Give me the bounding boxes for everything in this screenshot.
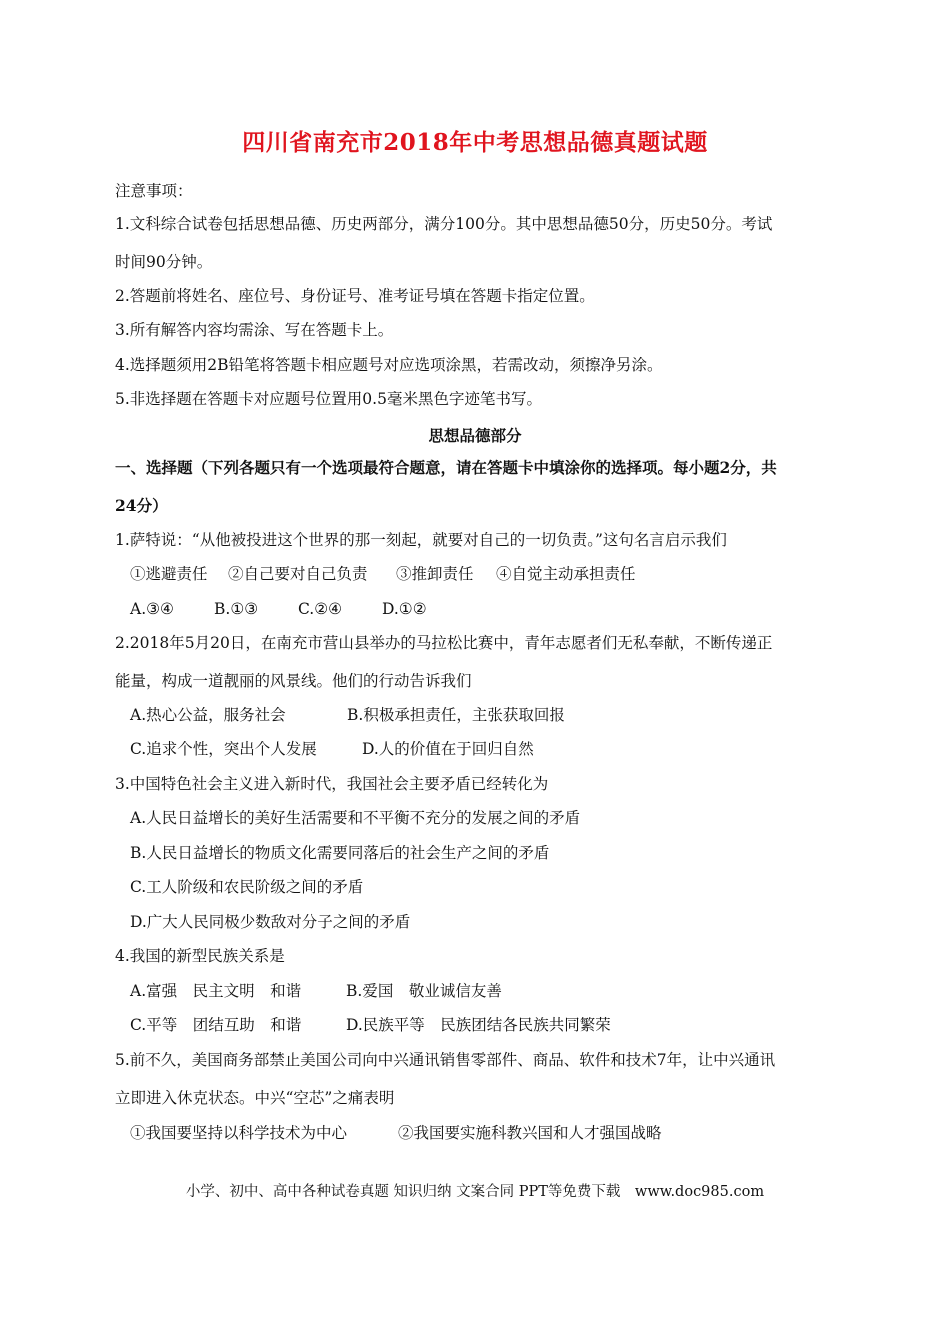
q1-item: ③推卸责任: [396, 565, 474, 583]
q2-options-row2: [130, 738, 534, 760]
q4-option: B.爱国 敬业诚信友善: [346, 982, 502, 1000]
q2-option: D.人的价值在于回归自然: [362, 740, 534, 758]
note-1-cont: 时间90分钟。: [115, 253, 213, 271]
q5-stem-cont: 立即进入休克状态。中兴“空芯”之痛表明: [115, 1089, 395, 1107]
q3-option-b: B.人民日益增长的物质文化需要同落后的社会生产之间的矛盾: [130, 844, 550, 862]
note-1: 1.文科综合试卷包括思想品德、历史两部分，满分100分。其中思想品德50分，历史50分。考试: [115, 215, 773, 233]
q5-item: ②我国要实施科教兴国和人才强国战略: [398, 1124, 662, 1142]
notes-heading: 注意事项：: [115, 182, 193, 200]
q2-options-row1: [130, 704, 565, 726]
q3-option-c: C.工人阶级和农民阶级之间的矛盾: [130, 878, 364, 896]
note-2: 2.答题前将姓名、座位号、身份证号、准考证号填在答题卡指定位置。: [115, 287, 595, 305]
q4-option: C.平等 团结互助 和谐: [130, 1016, 302, 1034]
q4-options-row2: [130, 1014, 611, 1036]
q1-options: [130, 598, 427, 620]
q2-option: A.热心公益，服务社会: [130, 706, 286, 724]
q1-option: B.①③: [214, 600, 259, 618]
part1-heading-cont: 24分）: [115, 496, 168, 515]
q2-stem-cont: 能量，构成一道靓丽的风景线。他们的行动告诉我们: [115, 672, 472, 690]
q1-items: [130, 563, 636, 585]
page-footer: 小学、初中、高中各种试卷真题 知识归纳 文案合同 PPT等免费下载 www.doc985.com: [185, 1184, 765, 1200]
page-title: 四川省南充市2018年中考思想品德真题试题: [242, 129, 708, 156]
note-4: 4.选择题须用2B铅笔将答题卡相应题号对应选项涂黑，若需改动，须擦净另涂。: [115, 356, 663, 374]
q1-stem: 1.萨特说：“从他被投进这个世界的那一刻起，就要对自己的一切负责。”这句名言启示我们: [115, 531, 727, 549]
q1-item: ④自觉主动承担责任: [496, 565, 636, 583]
part1-heading: 一、选择题（下列各题只有一个选项最符合题意，请在答题卡中填涂你的选择项。每小题2分，共: [115, 458, 777, 477]
note-3: 3.所有解答内容均需涂、写在答题卡上。: [115, 321, 394, 339]
q4-option: A.富强 民主文明 和谐: [130, 982, 302, 1000]
q4-stem: 4.我国的新型民族关系是: [115, 947, 285, 965]
q1-item: ②自己要对自己负责: [228, 565, 368, 583]
section-title: 思想品德部分: [428, 426, 522, 445]
q3-option-d: D.广大人民同极少数敌对分子之间的矛盾: [130, 913, 411, 931]
q2-option: C.追求个性，突出个人发展: [130, 740, 317, 758]
q1-option: D.①②: [382, 600, 427, 618]
q3-stem: 3.中国特色社会主义进入新时代，我国社会主要矛盾已经转化为: [115, 775, 549, 793]
q1-option: C.②④: [298, 600, 343, 618]
q1-option: A.③④: [130, 600, 174, 618]
q2-stem: 2.2018年5月20日，在南充市营山县举办的马拉松比赛中，青年志愿者们无私奉献，不断传递正: [115, 634, 773, 652]
note-5: 5.非选择题在答题卡对应题号位置用0.5毫米黑色字迹笔书写。: [115, 390, 542, 408]
q4-option: D.民族平等 民族团结各民族共同繁荣: [346, 1016, 611, 1034]
q2-option: B.积极承担责任，主张获取回报: [347, 706, 565, 724]
q1-item: ①逃避责任: [130, 565, 208, 583]
q4-options-row1: [130, 980, 502, 1002]
q3-option-a: A.人民日益增长的美好生活需要和不平衡不充分的发展之间的矛盾: [130, 809, 581, 827]
q5-items: [130, 1122, 662, 1144]
q5-item: ①我国要坚持以科学技术为中心: [130, 1124, 348, 1142]
q5-stem: 5.前不久，美国商务部禁止美国公司向中兴通讯销售零部件、商品、软件和技术7年，让中兴通讯: [115, 1051, 776, 1069]
